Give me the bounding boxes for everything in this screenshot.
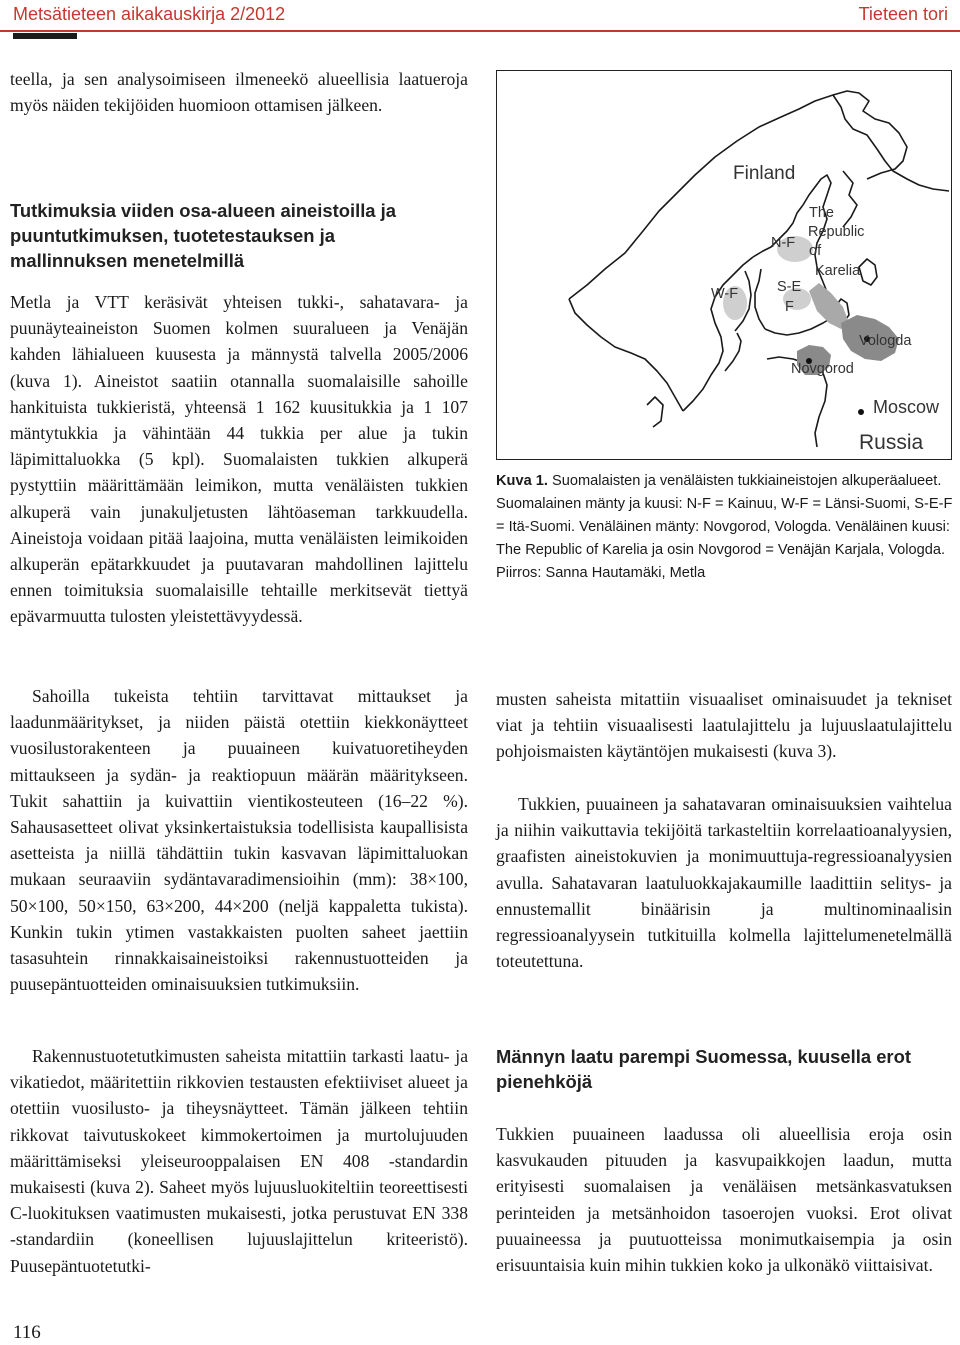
label-s-e-f-2: F	[785, 299, 794, 315]
label-karelia-3: of	[809, 243, 822, 259]
label-w-f: W-F	[711, 286, 739, 302]
intro-paragraph: teella, ja sen analysoimiseen ilmeneekö alueellisia laatueroja myös näiden tekijöiden huomioon ottamisen jälkeen.	[10, 69, 468, 116]
label-karelia-1: The	[809, 205, 834, 221]
label-finland: Finland	[733, 163, 796, 184]
section-heading-methods: Tutkimuksia viiden osa-alueen aineistoilla ja puuntutkimuksen, tuotetestauksen ja mallinnuksen menetelmillä	[10, 200, 396, 271]
label-vologda: Vologda	[859, 333, 912, 349]
label-n-f: N-F	[771, 235, 796, 251]
city-dot-moscow	[858, 409, 864, 415]
results-paragraph-2: Tukkien, puuaineen ja sahatavaran ominaisuuksien vaihtelua ja niihin vaikuttavia tekijöitä tarkasteltiin korrelaatioanalyysien, graafisten aineistokuvien ja monimuuttuja-regressioanalyysien avulla. Sahatavaran laatuluokkajakaumille laadittiin selitys- ja ennustemallit binäärisin ja multinominaalisin regressioanalyysein tutkituilla kolmella lajittelumenetelmällä toteutettuna.	[496, 794, 952, 972]
header-rule	[0, 30, 960, 32]
label-novgorod: Novgorod	[791, 361, 854, 377]
methods-paragraph-3: Rakennustuotetutkimusten saheista mitattiin tarkasti laatu- ja vikatiedot, määritettiin rikkovien testausten efektiiviset alueet ja otettiin vuosilusto- ja tiheysnäytteet. Tämän jälkeen tehtiin rikkovat taivutuskokeet kimmokertoimen ja murtolujuuden määrittämiseksi yleiseurooppalaisen EN 408 -standardin mukaisesti (kuva 2). Saheet myös lujuusluokiteltiin teoreettisesti C-luokituksen vaatimusten mukaisesti, jotka perustuvat EN 338 -standardiin (koneellisen lujuuslajittelun kriteeristö). Puusepäntuotetutki-	[10, 1046, 468, 1276]
methods-paragraph-1: Metla ja VTT keräsivät yhteisen tukki-, sahatavara- ja puunäyteaineiston Suomen kolmen suuralueen ja Venäjän kahden lähialueen kuusesta ja männystä talvella 2005/2006 (kuva 1). Aineistot saatiin otannalla suomalaisille sahoille hankituista tukkieristä, yhteensä 1 162 kuusitukkia ja 1 107 mäntytukkia ja vähintään 44 tukkia per alue ja tukin läpimittaluokka (5 kpl). Suomalaisten tukkien alkuperä pystyttiin määrittämään leimikon, mutta venäläisten tukkien alkuperä vain junakuljetusten lähtöaseman tarkkuudella. Aineistoja voidaan pitää laajoina, mutta venäläisten leimikoiden alkuperän epätarkkuudet ja puutavaran mahdollinen lajittelu ennen toimituksia suomalaisille tehtaille merkitsevät tiettyä epävarmuutta tulosten yleistettävyydessä.	[10, 292, 468, 627]
figure-caption-label: Kuva 1.	[496, 473, 548, 489]
label-moscow: Moscow	[873, 397, 940, 417]
figure-caption-text: Suomalaisten ja venäläisten tukkiaineistojen alkuperäalueet. Suomalainen mänty ja kuusi: N-F = Kainuu, W-F = Länsi-Suomi, S-E-F = Itä-Suomi. Venäläinen mänty: Novgorod, Vologda. Venäläinen kuusi: The Republic of Karelia ja osin Novgorod = Venäjän Karjala, Vologda. Piirros: Sanna Hautamäki, Metla	[496, 473, 953, 581]
journal-title: Metsätieteen aikakauskirja 2/2012	[13, 4, 286, 24]
methods-paragraph-2: Sahoilla tukeista tehtiin tarvittavat mittaukset ja laadunmääritykset, ja niiden päistä otettiin kiekkonäytteet vuosilustorakenteen ja puuaineen kuivatuoretiheyden mittaukseen ja sydän- ja reaktiopuun määrän määritykseen. Tukit sahattiin ja kuivattiin vientikosteuteen (16–22 %). Sahausasetteet olivat yksinkertaistuksia todellisista kaupallisista asetteista ja niillä tähdättiin tukin kasvavan läpimittaluokan mukaan seuraaviin sydäntavaradimensioihin (mm): 38×100, 50×100, 50×150, 63×200, 44×200 (neljä kappaletta tukista). Kunkin tukin ytimen vastakkaisten puolten saheet jaettiin tasasuhtein rinnakkaisaineistoiksi rakennustuotteiden ja puusepäntuotteiden ominaisuuksien tutkimuksiin.	[10, 686, 468, 995]
section-heading-results: Männyn laatu parempi Suomessa, kuusella erot pienehköjä	[496, 1046, 911, 1092]
coastline	[569, 91, 949, 447]
map-svg	[497, 71, 952, 460]
label-karelia-2: Republic	[808, 224, 865, 240]
results-paragraph-1: musten saheista mitattiin visuaaliset ominaisuudet ja tekniset viat ja tehtiin visuaalisesti laatulajittelu ja lujuuslaatulajittelu pohjoismaisten käytäntöjen mukaisesti (kuva 3).	[496, 689, 952, 762]
label-karelia-4: Karelia	[815, 263, 861, 279]
figure-map	[496, 70, 952, 460]
results-paragraph-3: Tukkien puuaineen laadussa oli alueellisia eroja osin kasvukauden pituuden ja kasvupaikkojen laadun, mutta erityisesti suomalaisen ja venäläisen metsänkasvatuksen perinteiden ja metsänhoidon tasoerojen vuoksi. Erot olivat puuaineessa ja puutuotteissa monimutkaisempia ja osin erisuuntaisia kuin mihin tukkien koko ja ulkonäkö viittaisivat.	[496, 1124, 952, 1276]
figure-caption	[496, 470, 954, 585]
header-bar	[13, 33, 77, 39]
page-number: 116	[13, 1322, 41, 1343]
section-title: Tieteen tori	[858, 4, 948, 24]
label-russia: Russia	[859, 431, 924, 454]
label-s-e-f-1: S-E	[777, 279, 802, 295]
